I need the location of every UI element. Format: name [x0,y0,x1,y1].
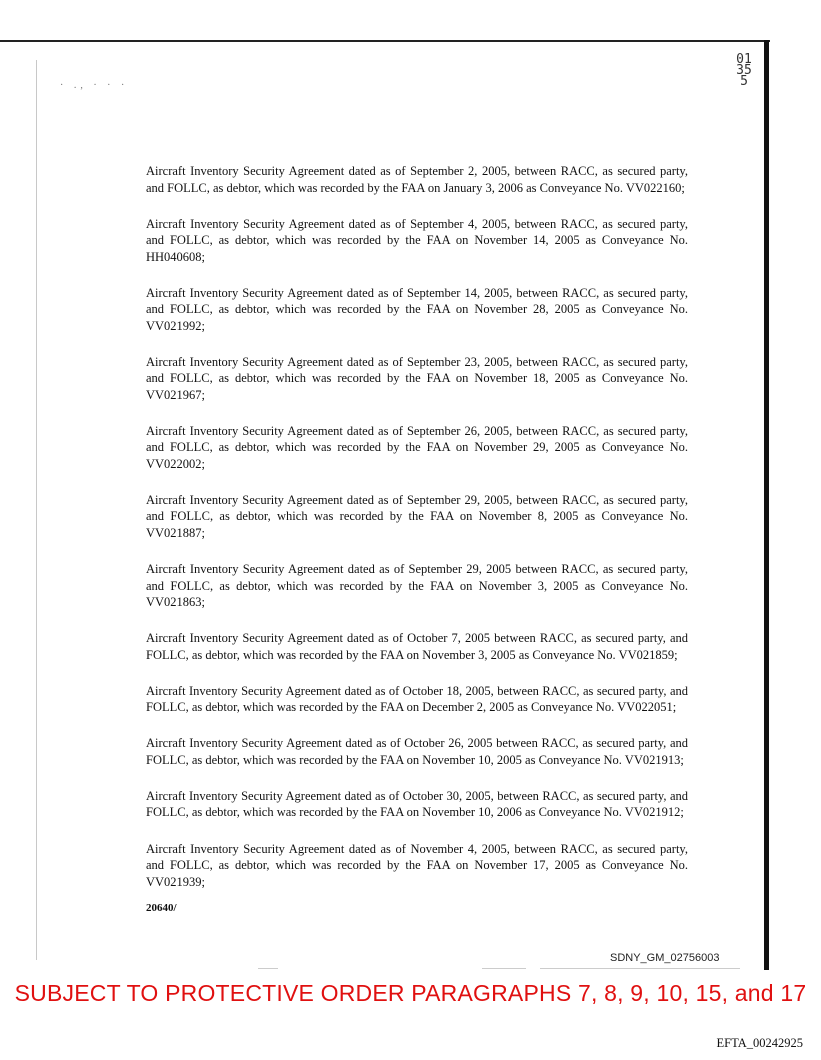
agreement-paragraph: Aircraft Inventory Security Agreement dated as of September 4, 2005, between RACC, as secured party, and FOLLC, as debtor, which was recorded by the FAA on November 14, 2005 as Conveyance No. HH040608; [146,216,688,264]
bates-number: SDNY_GM_02756003 [610,952,720,964]
scan-border-top [0,40,770,42]
efta-identifier: EFTA_00242925 [716,1036,803,1050]
agreement-paragraph: Aircraft Inventory Security Agreement dated as of October 18, 2005, between RACC, as secured party, and FOLLC, as debtor, which was recorded by the FAA on December 2, 2005 as Conveyance No. VV022051; [146,683,688,715]
agreement-paragraph: Aircraft Inventory Security Agreement dated as of October 26, 2005 between RACC, as secured party, and FOLLC, as debtor, which was recorded by the FAA on November 10, 2005 as Conveyance No. VV021913; [146,736,688,767]
agreement-paragraph: Aircraft Inventory Security Agreement dated as of September 2, 2005, between RACC, as secured party, and FOLLC, as debtor, which was recorded by the FAA on January 3, 2006 as Conveyance No. VV022160; [146,164,688,195]
agreement-paragraph: Aircraft Inventory Security Agreement dated as of September 23, 2005, between RACC, as secured party, and FOLLC, as debtor, which was recorded by the FAA on November 18, 2005 as Conveyance No. VV021967; [146,354,688,402]
agreement-paragraph: Aircraft Inventory Security Agreement dated as of October 30, 2005, between RACC, as secured party, and FOLLC, as debtor, which was recorded by the FAA on November 10, 2006 as Conveyance No. VV021912; [146,788,688,820]
scan-border-right [764,40,769,970]
scan-mark [258,968,278,969]
document-footer-code: 20640/ [146,901,177,914]
page-stamp: 01355 [736,52,752,89]
scan-mark [482,968,526,969]
scan-specks: · ., · · · [60,80,129,91]
agreement-paragraph: Aircraft Inventory Security Agreement dated as of September 26, 2005, between RACC, as secured party, and FOLLC, as debtor, which was recorded by the FAA on November 29, 2005 as Conveyance No. VV022002; [146,423,688,471]
scan-mark [540,968,740,969]
agreement-paragraph: Aircraft Inventory Security Agreement dated as of September 29, 2005, between RACC, as secured party, and FOLLC, as debtor, which was recorded by the FAA on November 8, 2005 as Conveyance No. VV021887; [146,492,688,540]
agreement-paragraph: Aircraft Inventory Security Agreement dated as of September 14, 2005, between RACC, as secured party, and FOLLC, as debtor, which was recorded by the FAA on November 28, 2005 as Conveyance No. VV021992; [146,285,688,333]
agreement-paragraph: Aircraft Inventory Security Agreement dated as of November 4, 2005, between RACC, as secured party, and FOLLC, as debtor, which was recorded by the FAA on November 17, 2005 as Conveyance No. VV021939; [146,841,688,889]
scan-border-left [36,60,37,960]
agreement-paragraph: Aircraft Inventory Security Agreement dated as of October 7, 2005 between RACC, as secured party, and FOLLC, as debtor, which was recorded by the FAA on November 3, 2005 as Conveyance No. VV021859; [146,631,688,662]
protective-order-notice: SUBJECT TO PROTECTIVE ORDER PARAGRAPHS 7, 8, 9, 10, 15, and 17 [14,980,807,1006]
document-body [146,163,688,914]
agreement-paragraph: Aircraft Inventory Security Agreement dated as of September 29, 2005 between RACC, as secured party, and FOLLC, as debtor, which was recorded by the FAA on November 3, 2005 as Conveyance No. VV021863; [146,562,688,610]
